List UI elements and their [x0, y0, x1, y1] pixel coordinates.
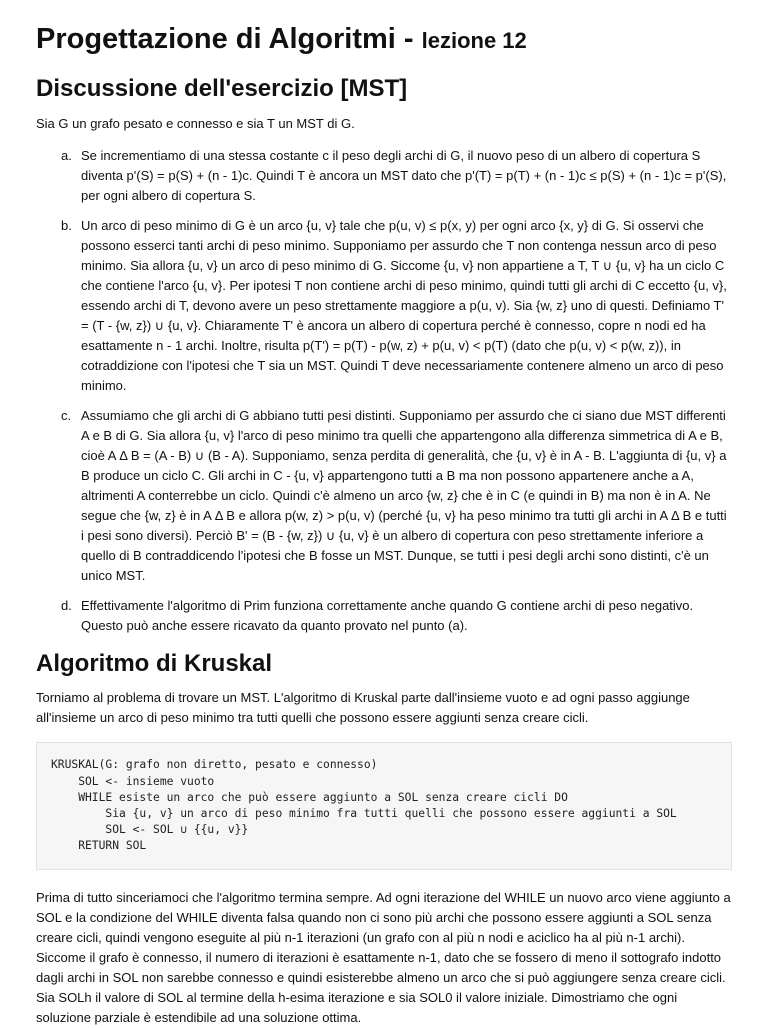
- list-item-text: Assumiamo che gli archi di G abbiano tutti pesi distinti. Supponiamo per assurdo che ci siano due MST differenti A e B di G. Sia allora {u, v} l'arco di peso minimo tra quelli che appartengono alla differenza simmetrica di A e B, cioè A Δ B = (A - B) ∪ (B - A). Supponiamo, senza perdita di generalità, che {u, v} è in A - B. L'aggiunta di {u, v} a B produce un ciclo C. Gli archi in C - {u, v} appartengono tutti a B ma non possono appartenere anche a A, altrimenti A conterrebbe un ciclo. Quindi c'è almeno un arco {w, z} che è in C (e quindi in B) ma non è in A. Ne segue che {w, z} è in A Δ B e allora p(w, z) > p(u, v) (perché {u, v} ha peso minimo tra tutti gli archi in A Δ B e tutti i pesi sono diversi). Perciò B' = (B - {w, z}) ∪ {u, v} è un albero di copertura con peso strettamente inferiore a quello di B contraddicendo l'ipotesi che B fosse un MST. Dunque, se tutti i pesi degli archi sono distinti, c'è un unico MST.: [81, 407, 727, 583]
- section1-intro: Sia G un grafo pesato e connesso e sia T un MST di G.: [36, 115, 355, 131]
- list-item: [61, 146, 732, 206]
- page-title: [36, 22, 732, 57]
- list-item-text: Se incrementiamo di una stessa costante c il peso degli archi di G, il nuovo peso di un albero di copertura S diventa p'(S) = p(S) + (n - 1)c. Quindi T è ancora un MST dato che p'(T) = p(T) + (n - 1)c ≤ p(S) + (n - 1)c = p'(S), per ogni albero di copertura S.: [81, 147, 727, 203]
- list-marker: b.: [61, 217, 72, 233]
- section2-paragraph: Prima di tutto sinceriamoci che l'algoritmo termina sempre. Ad ogni iterazione del WHILE un nuovo arco viene aggiunto a SOL e la condizione del WHILE diventa falsa quando non ci sono più archi che possono essere aggiunti a SOL senza creare cicli, quindi vengono eseguite al più n-1 iterazioni (un grafo con al più n nodi e aciclico ha al più n-1 archi). Siccome il grafo è connesso, il numero di iterazioni è esattamente n-1, dato che se fossero di meno il sottografo indotto dagli archi in SOL non sarebbe connesso e quindi esisterebbe almeno un arco che si può aggiungere senza creare cicli. Sia SOLh il valore di SOL al termine della h-esima iterazione e sia SOL0 il valore iniziale. Dimostriamo che ogni soluzione parziale è estendibile ad una soluzione ottima.: [36, 889, 731, 1025]
- page-title-main: Progettazione di Algoritmi -: [36, 23, 422, 55]
- list-item-text: Effettivamente l'algoritmo di Prim funziona correttamente anche quando G contiene archi di peso negativo. Questo può anche essere ricavato da quanto provato nel punto (a).: [81, 597, 694, 633]
- section1-heading: Discussione dell'esercizio [MST]: [36, 74, 408, 102]
- page-title-sub: lezione 12: [421, 28, 527, 53]
- kruskal-pseudocode: KRUSKAL(G: grafo non diretto, pesato e connesso) SOL <- insieme vuoto WHILE esiste un arco che può essere aggiunto a SOL senza creare cicli DO Sia {u, v} un arco di peso minimo fra tutti quelli che possono essere aggiunti a SOL SOL <- SOL ∪ {{u, v}} RETURN SOL: [36, 742, 732, 869]
- list-marker: d.: [61, 597, 72, 613]
- list-item: [61, 596, 732, 636]
- exercise-list: [36, 146, 732, 636]
- list-marker: c.: [61, 407, 72, 423]
- list-item-text: Un arco di peso minimo di G è un arco {u, v} tale che p(u, v) ≤ p(x, y) per ogni arco {x, y} di G. Si osservi che possono esserci tanti archi di peso minimo. Supponiamo per assurdo che T non contenga nessun arco di peso minimo. Sia allora {u, v} un arco di peso minimo di G. Siccome {u, v} non appartiene a T, T ∪ {u, v} ha un ciclo C che contiene l'arco {u, v}. Per ipotesi T non contiene archi di peso minimo, quindi tutti gli archi di C eccetto {u, v}, essendo archi di T, devono avere un peso strettamente maggiore a p(u, v). Sia {w, z} uno di questi. Definiamo T' = (T - {w, z}) ∪ {u, v}. Chiaramente T' è ancora un albero di copertura perché è connesso, copre n nodi ed ha esattamente n - 1 archi. Inoltre, risulta p(T') = p(T) - p(w, z) + p(u, v) < p(T) (dato che p(u, v) < p(w, z)), in cotraddizione con l'ipotesi che T sia un MST. Quindi T deve necessariamente contenere almeno un arco di peso minimo.: [81, 217, 727, 393]
- list-item: [61, 406, 732, 586]
- section2-heading: Algoritmo di Kruskal: [36, 649, 273, 677]
- list-marker: a.: [61, 147, 72, 163]
- section2-intro: Torniamo al problema di trovare un MST. L'algoritmo di Kruskal parte dall'insieme vuoto e ad ogni passo aggiunge all'insieme un arco di peso minimo tra tutti quelli che possono essere aggiunti senza creare cicli.: [36, 690, 690, 726]
- list-item: [61, 216, 732, 396]
- kruskal-section: [36, 650, 732, 1028]
